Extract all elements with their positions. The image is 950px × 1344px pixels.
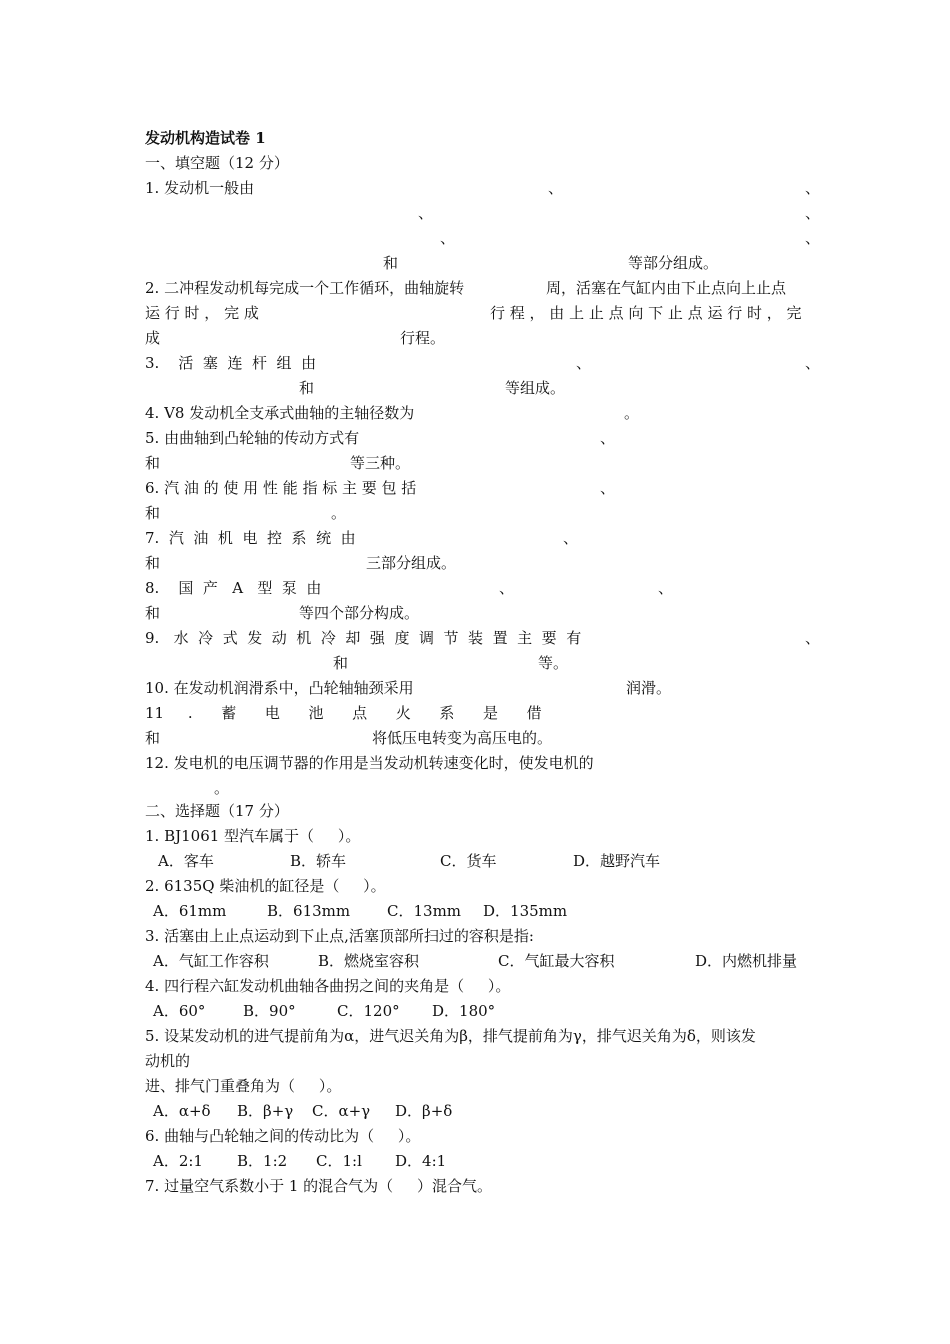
q1-sep: 、 (440, 229, 456, 247)
q8-and: 和 (145, 604, 161, 622)
q3-sep: 、 (576, 354, 592, 372)
mc2-option-a: A．61mm (153, 902, 227, 920)
mc7-stem: 7. 过量空气系数小于 1 的混合气为（ ）混合气。 (145, 1177, 493, 1195)
q6-end: 。 (331, 504, 347, 522)
q3-and: 和 (299, 379, 315, 397)
q7-end: 三部分组成。 (366, 554, 457, 572)
q8-line1: 8. 国 产 A 型 泵 由 (145, 579, 322, 597)
q1-line1: 1. 发动机一般由 (145, 179, 255, 197)
mc5-option-b: B．β+γ (237, 1102, 294, 1120)
q4-end: 。 (624, 404, 640, 422)
q2-line2a: 运 行 时 ， 完 成 (145, 304, 259, 322)
q12-end: 。 (214, 779, 230, 797)
q10-end: 润滑。 (626, 679, 672, 697)
q4-line1: 4. V8 发动机全支承式曲轴的主轴径数为 (145, 404, 415, 422)
q2-line2b: 行 程 ， 由 上 止 点 向 下 止 点 运 行 时 ， 完 (490, 304, 802, 322)
mc4-option-b: B．90° (243, 1002, 296, 1020)
q12-line1: 12. 发电机的电压调节器的作用是当发动机转速变化时，使发电机的 (145, 754, 594, 772)
section1-heading: 一、填空题（12 分） (145, 154, 289, 172)
mc2-option-d: D．135mm (483, 902, 568, 920)
q9-line1: 9. 水 冷 式 发 动 机 冷 却 强 度 调 节 装 置 主 要 有 (145, 629, 582, 647)
mc2-option-c: C．13mm (387, 902, 462, 920)
q11-and: 和 (145, 729, 161, 747)
q7-and: 和 (145, 554, 161, 572)
mc4-option-c: C．120° (337, 1002, 400, 1020)
mc3-option-a: A．气缸工作容积 (153, 952, 269, 970)
q1-sep: 、 (805, 204, 821, 222)
q1-and: 和 (383, 254, 399, 272)
q2-line1: 2. 二冲程发动机每完成一个工作循环，曲轴旋转 (145, 279, 465, 297)
q3-end: 等组成。 (505, 379, 566, 397)
mc4-option-d: D．180° (432, 1002, 496, 1020)
q7-line1: 7. 汽 油 机 电 控 系 统 由 (145, 529, 356, 547)
mc6-stem: 6. 曲轴与凸轮轴之间的传动比为（ ）。 (145, 1127, 421, 1145)
mc6-option-b: B．1:2 (237, 1152, 288, 1170)
mc3-option-d: D．内燃机排量 (695, 952, 798, 970)
mc5-stem-line1: 5. 设某发动机的进气提前角为α，进气迟关角为β，排气提前角为γ，排气迟关角为δ，则该发 (145, 1027, 756, 1045)
q11-end: 将低压电转变为高压电的。 (372, 729, 553, 747)
mc1-option-b: B．轿车 (290, 852, 347, 870)
mc1-option-c: C．货车 (440, 852, 497, 870)
mc4-option-a: A．60° (153, 1002, 206, 1020)
q8-sep: 、 (658, 579, 674, 597)
q10-line1: 10. 在发动机润滑系中，凸轮轴轴颈采用 (145, 679, 414, 697)
q6-sep: 、 (600, 479, 616, 497)
q2-line3b: 行程。 (400, 329, 446, 347)
mc5-option-d: D．β+δ (395, 1102, 453, 1120)
mc5-stem-line3: 进、排气门重叠角为（ ）。 (145, 1077, 342, 1095)
q6-and: 和 (145, 504, 161, 522)
q7-sep: 、 (563, 529, 579, 547)
q1-sep: 、 (805, 229, 821, 247)
q1-sep: 、 (418, 204, 434, 222)
mc5-option-a: A．α+δ (153, 1102, 211, 1120)
section2-heading: 二、选择题（17 分） (145, 802, 289, 820)
q9-and: 和 (333, 654, 349, 672)
mc5-stem-line2: 动机的 (145, 1052, 191, 1070)
mc2-option-b: B．613mm (267, 902, 351, 920)
q1-sep: 、 (548, 179, 564, 197)
mc1-option-a: A．客车 (158, 852, 214, 870)
q3-line1: 3. 活 塞 连 杆 组 由 (145, 354, 317, 372)
mc2-stem: 2. 6135Q 柴油机的缸径是（ ）。 (145, 877, 386, 895)
q5-and: 和 (145, 454, 161, 472)
q5-end: 等三种。 (350, 454, 411, 472)
mc1-option-d: D．越野汽车 (573, 852, 661, 870)
mc1-stem: 1. BJ1061 型汽车属于（ ）。 (145, 827, 361, 845)
mc6-option-c: C．1:l (316, 1152, 362, 1170)
q11-line1: 11 . 蓄 电 池 点 火 系 是 借 (145, 704, 542, 722)
q2-line3a: 成 (145, 329, 161, 347)
mc4-stem: 4. 四行程六缸发动机曲轴各曲拐之间的夹角是（ ）。 (145, 977, 511, 995)
q5-sep: 、 (600, 429, 616, 447)
q3-sep: 、 (805, 354, 821, 372)
mc6-option-d: D．4:1 (395, 1152, 447, 1170)
mc5-option-c: C．α+γ (312, 1102, 371, 1120)
mc3-stem: 3. 活塞由上止点运动到下止点,活塞顶部所扫过的容积是指: (145, 927, 534, 945)
q2-line1b: 周，活塞在气缸内由下止点向上止点 (546, 279, 787, 297)
q9-end: 等。 (538, 654, 569, 672)
q1-end: 等部分组成。 (628, 254, 719, 272)
q6-line1: 6. 汽 油 的 使 用 性 能 指 标 主 要 包 括 (145, 479, 417, 497)
mc3-option-b: B．燃烧室容积 (318, 952, 420, 970)
q5-line1: 5. 由曲轴到凸轮轴的传动方式有 (145, 429, 360, 447)
mc6-option-a: A．2:1 (153, 1152, 203, 1170)
q1-sep: 、 (805, 179, 821, 197)
q8-sep: 、 (499, 579, 515, 597)
exam-title: 发动机构造试卷 1 (145, 129, 266, 147)
mc3-option-c: C．气缸最大容积 (498, 952, 615, 970)
q8-end: 等四个部分构成。 (299, 604, 420, 622)
q9-sep: 、 (805, 629, 821, 647)
